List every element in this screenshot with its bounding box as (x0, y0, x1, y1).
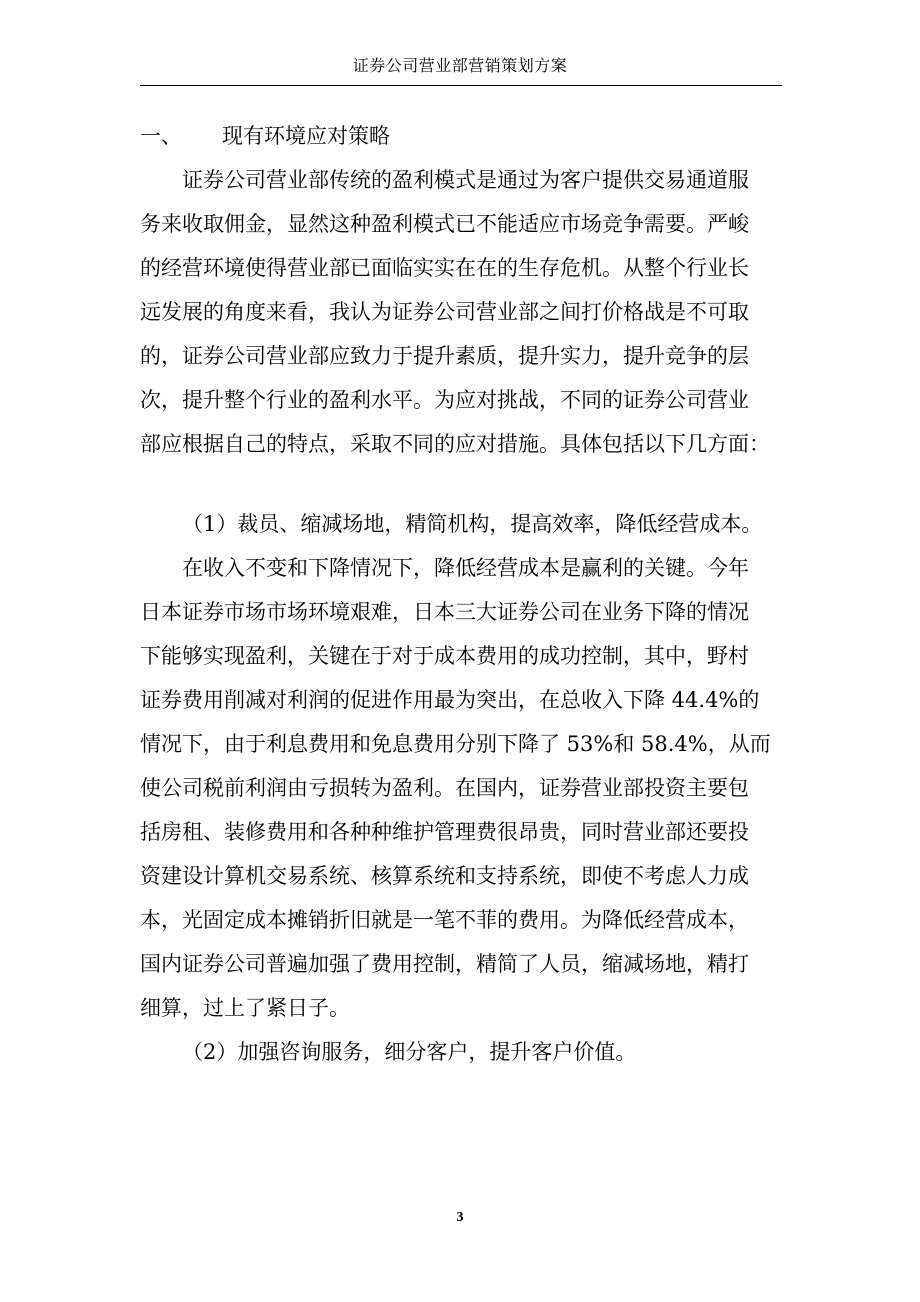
paragraph-line: 本，光固定成本摊销折旧就是一笔不菲的费用。为降低经营成本， (140, 908, 749, 932)
paragraph-line: 部应根据自己的特点，采取不同的应对措施。具体包括以下几方面： (140, 432, 770, 456)
document-body (140, 114, 790, 1074)
paragraph-line: 括房租、装修费用和各种种维护管理费很昂贵，同时营业部还要投 (140, 820, 749, 844)
section-title: 现有环境应对策略 (222, 124, 390, 148)
paragraph-line: 远发展的角度来看，我认为证券公司营业部之间打价格战是不可取 (140, 300, 749, 324)
paragraph-line: 次，提升整个行业的盈利水平。为应对挑战，不同的证券公司营业 (140, 388, 749, 412)
list-item-2: （2）加强咨询服务，细分客户，提升客户价值。 (182, 1040, 637, 1064)
section-number: 一、 (140, 124, 182, 148)
paragraph-line: 使公司税前利润由亏损转为盈利。在国内，证券营业部投资主要包 (140, 776, 749, 800)
paragraph-line: 的经营环境使得营业部已面临实实在在的生存危机。从整个行业长 (140, 256, 749, 280)
paragraph-line: 细算，过上了紧日子。 (140, 996, 350, 1020)
paragraph-line: 日本证券市场市场环境艰难，日本三大证券公司在业务下降的情况 (140, 600, 749, 624)
paragraph-line: 证券费用削减对利润的促进作用最为突出，在总收入下降 44.4%的 (140, 688, 760, 712)
header-rule (140, 85, 782, 86)
section-heading (140, 114, 790, 158)
paragraph-line: 在收入不变和下降情况下，降低经营成本是赢利的关键。今年 (182, 556, 749, 580)
paragraph-line: 情况下，由于利息费用和免息费用分别下降了 53%和 58.4%，从而 (140, 732, 771, 756)
paragraph-line: 证券公司营业部传统的盈利模式是通过为客户提供交易通道服 (182, 168, 749, 192)
paragraph-line: 国内证券公司普遍加强了费用控制，精简了人员，缩减场地，精打 (140, 952, 749, 976)
paragraph-line: 下能够实现盈利，关键在于对于成本费用的成功控制，其中，野村 (140, 644, 749, 668)
list-item-1: （1）裁员、缩减场地，精简机构，提高效率，降低经营成本。 (182, 512, 763, 536)
page-number: 3 (456, 1210, 464, 1225)
paragraph-2 (140, 546, 790, 1030)
paragraph-line: 务来收取佣金，显然这种盈利模式已不能适应市场竞争需要。严峻 (140, 212, 749, 236)
paragraph-line: 的，证券公司营业部应致力于提升素质，提升实力，提升竞争的层 (140, 344, 749, 368)
blank-line (140, 466, 790, 502)
paragraph-line: 资建设计算机交易系统、核算系统和支持系统，即使不考虑人力成 (140, 864, 749, 888)
running-header: 证券公司营业部营销策划方案 (352, 56, 568, 75)
paragraph-1 (140, 158, 790, 466)
